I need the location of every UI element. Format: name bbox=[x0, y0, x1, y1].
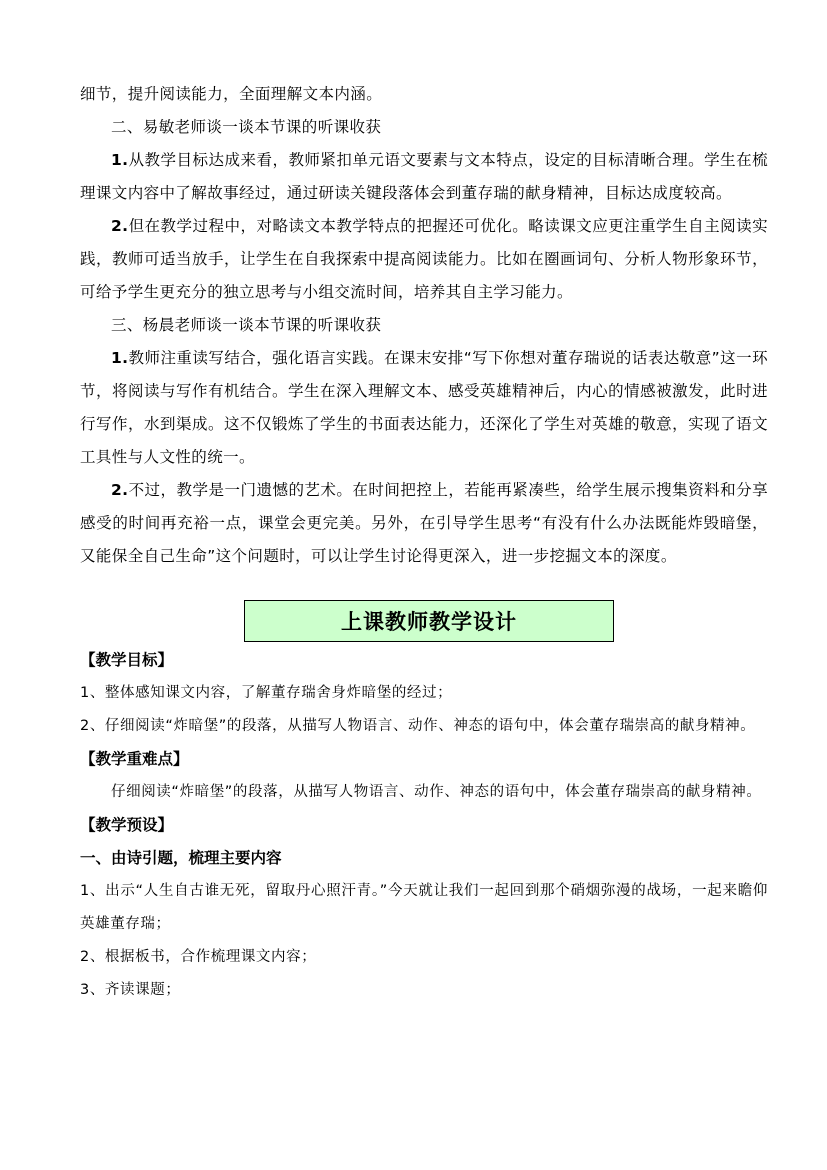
paragraph-yimin-point-2 bbox=[80, 210, 768, 309]
step-1-item-3: 3、齐读课题； bbox=[80, 982, 181, 998]
item-number: 1. bbox=[111, 349, 129, 367]
item-number: 2. bbox=[111, 481, 129, 499]
paragraph-continuation: 细节，提升阅读能力，全面理解文本内涵。 bbox=[80, 85, 383, 103]
item-text: 从教学目标达成来看，教师紧扣单元语文要素与文本特点，设定的目标清晰合理。学生在梳理课文内容中了解故事经过，通过研读关键段落体会到董存瑞的献身精神，目标达成度较高。 bbox=[80, 151, 768, 202]
paragraph-yangchen-point-2 bbox=[80, 474, 768, 573]
section-banner: 上课教师教学设计 bbox=[244, 600, 614, 642]
document-page bbox=[80, 78, 768, 1007]
item-text: 但在教学过程中，对略读文本教学特点的把握还可优化。略读课文应更注重学生自主阅读实践，教师可适当放手，让学生在自我探索中提高阅读能力。比如在圈画词句、分析人物形象环节，可给予学生更充分的独立思考与小组交流时间，培养其自主学习能力。 bbox=[80, 217, 768, 301]
heading-teaching-preset: 【教学预设】 bbox=[80, 816, 174, 834]
step-1-item-1: 1、出示“人生自古谁无死，留取丹心照汗青。”今天就让我们一起回到那个硝烟弥漫的战场，一起来瞻仰英雄董存瑞； bbox=[80, 883, 768, 932]
item-text: 教师注重读写结合，强化语言实践。在课末安排“写下你想对董存瑞说的话表达敬意”这一环节，将阅读与写作有机结合。学生在深入理解文本、感受英雄精神后，内心的情感被激发，此时进行写作，水到渠成。这不仅锻炼了学生的书面表达能力，还深化了学生对英雄的敬意，实现了语文工具性与人文性的统一。 bbox=[80, 349, 768, 466]
heading-key-points: 【教学重难点】 bbox=[80, 750, 189, 768]
teaching-goal-2: 2、仔细阅读“炸暗堡”的段落，从描写人物语言、动作、神态的语句中，体会董存瑞崇高的献身精神。 bbox=[80, 718, 756, 734]
item-number: 1. bbox=[111, 151, 129, 169]
paragraph-yimin-point-1 bbox=[80, 144, 768, 210]
item-number: 2. bbox=[111, 217, 129, 235]
heading-yimin-feedback: 二、易敏老师谈一谈本节课的听课收获 bbox=[111, 118, 382, 136]
teaching-goal-1: 1、整体感知课文内容，了解董存瑞舍身炸暗堡的经过； bbox=[80, 685, 453, 701]
heading-teaching-goals: 【教学目标】 bbox=[80, 651, 174, 669]
section-banner-wrapper bbox=[80, 600, 768, 642]
paragraph-yangchen-point-1 bbox=[80, 342, 768, 474]
key-points-text: 仔细阅读“炸暗堡”的段落，从描写人物语言、动作、神态的语句中，体会董存瑞崇高的献身精神。 bbox=[111, 784, 762, 800]
heading-step-1: 一、由诗引题，梳理主要内容 bbox=[80, 849, 282, 867]
step-1-item-2: 2、根据板书，合作梳理课文内容； bbox=[80, 949, 317, 965]
heading-yangchen-feedback: 三、杨晨老师谈一谈本节课的听课收获 bbox=[111, 316, 382, 334]
item-text: 不过，教学是一门遗憾的艺术。在时间把控上，若能再紧凑些，给学生展示搜集资料和分享感受的时间再充裕一点，课堂会更完美。另外，在引导学生思考“有没有什么办法既能炸毁暗堡，又能保全自己生命”这个问题时，可以让学生讨论得更深入，进一步挖掘文本的深度。 bbox=[80, 481, 768, 565]
